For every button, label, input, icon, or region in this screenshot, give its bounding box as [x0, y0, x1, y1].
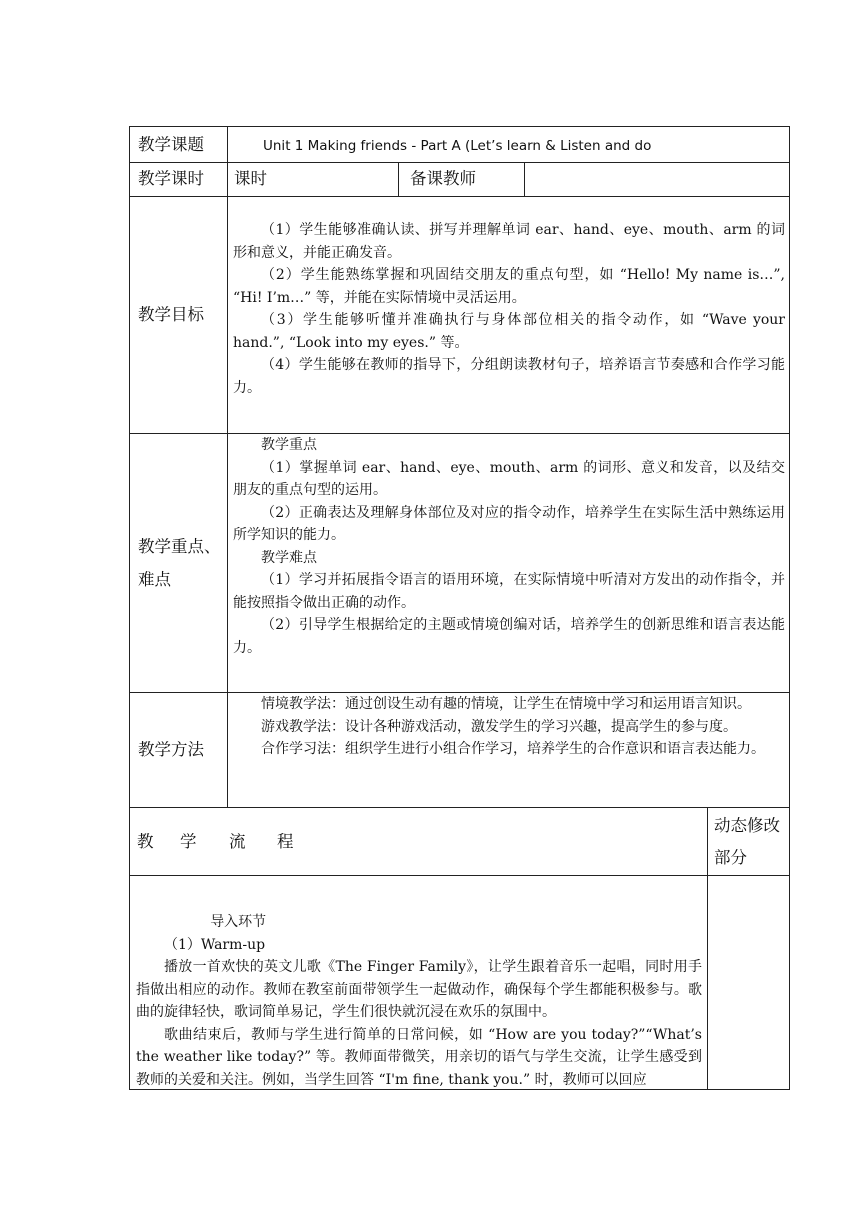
- process-header-char: 流: [229, 832, 246, 851]
- column-divider: [707, 807, 708, 1090]
- methods-label: 教学方法: [138, 740, 204, 759]
- focus-item: （2）正确表达及理解身体部位及对应的指令动作，培养学生在实际生活中熟练运用所学知识的能力。: [233, 504, 785, 543]
- lesson-plan-table: [129, 126, 790, 1090]
- process-header-char: 教: [137, 832, 154, 851]
- process-paragraph: 播放一首欢快的英文儿歌《The Finger Family》，让学生跟着音乐一起唱，同时用手指做出相应的动作。教师在教室前面带领学生一起做动作，确保每个学生都能积极参与。歌曲的旋律轻快，歌词简单易记，学生们很快就沉浸在欢乐的氛围中。: [136, 959, 702, 1020]
- process-header-char: 学: [180, 832, 197, 851]
- objective-item: （2）学生能熟练掌握和巩固结交朋友的重点句型，如 “Hello! My name is…”, “Hi! I’m…” 等，并能在实际情境中灵活运用。: [233, 267, 785, 306]
- process-text: [136, 911, 702, 1091]
- difficulty-item: （2）引导学生根据给定的主题或情境创编对话，培养学生的创新思维和语言表达能力。: [233, 617, 785, 656]
- column-divider: [524, 162, 525, 196]
- key-points-text: [233, 434, 785, 659]
- period-label: 教学课时: [138, 169, 204, 188]
- dynamic-edit-label-line2: 部分: [714, 848, 747, 867]
- process-paragraph: 歌曲结束后，教师与学生进行简单的日常问候，如 “How are you today?”“What’s the weather like today?” 等。教师面带微笑，用亲切的语气与学生交流，让学生感受到教师的关爱和关注。例如，当学生回答 “I'm fine, thank you.” 时，教师可以回应: [136, 1026, 702, 1088]
- difficulty-heading: 教学难点: [261, 549, 317, 566]
- row-divider: [130, 196, 789, 197]
- dynamic-edit-label-line1: 动态修改: [714, 816, 780, 835]
- process-header-char: 程: [277, 832, 294, 851]
- difficulty-item: （1）学习并拓展指令语言的语用环境，在实际情境中听清对方发出的动作指令，并能按照指令做出正确的动作。: [233, 572, 785, 611]
- lesson-title: Unit 1 Making friends - Part A (Let’s learn & Listen and do: [263, 138, 652, 154]
- column-divider: [398, 162, 399, 196]
- method-item: 游戏教学法：设计各种游戏活动，激发学生的学习兴趣，提高学生的参与度。: [261, 718, 737, 735]
- methods-text: [233, 693, 785, 761]
- method-item: 合作学习法：组织学生进行小组合作学习，培养学生的合作意识和语言表达能力。: [261, 741, 765, 757]
- method-item: 情境教学法：通过创设生动有趣的情境，让学生在情境中学习和运用语言知识。: [261, 696, 751, 712]
- process-section-heading: 导入环节: [210, 914, 267, 930]
- row-divider: [130, 875, 789, 876]
- objectives-label: 教学目标: [138, 305, 204, 324]
- objective-item: （1）学生能够准确认读、拼写并理解单词 ear、hand、eye、mouth、arm 的词形和意义，并能正确发音。: [233, 222, 785, 261]
- period-value: 课时: [234, 169, 267, 188]
- key-points-label-line1: 教学重点、: [138, 537, 221, 556]
- row-divider: [130, 807, 789, 808]
- focus-heading: 教学重点: [261, 437, 317, 453]
- key-points-label-line2: 难点: [138, 570, 171, 589]
- objective-item: （3）学生能够听懂并准确执行与身体部位相关的指令动作，如 “Wave your hand.”, “Look into my eyes.” 等。: [233, 312, 785, 351]
- focus-item: （1）掌握单词 ear、hand、eye、mouth、arm 的词形、意义和发音，以及结交朋友的重点句型的运用。: [233, 459, 785, 498]
- process-step: （1）Warm-up: [164, 936, 266, 953]
- title-label: 教学课题: [138, 135, 204, 154]
- objectives-text: [233, 219, 785, 399]
- teacher-label: 备课教师: [410, 169, 476, 188]
- objective-item: （4）学生能够在教师的指导下，分组朗读教材句子，培养语言节奏感和合作学习能力。: [233, 357, 785, 396]
- row-divider: [130, 162, 789, 163]
- column-divider: [227, 127, 228, 807]
